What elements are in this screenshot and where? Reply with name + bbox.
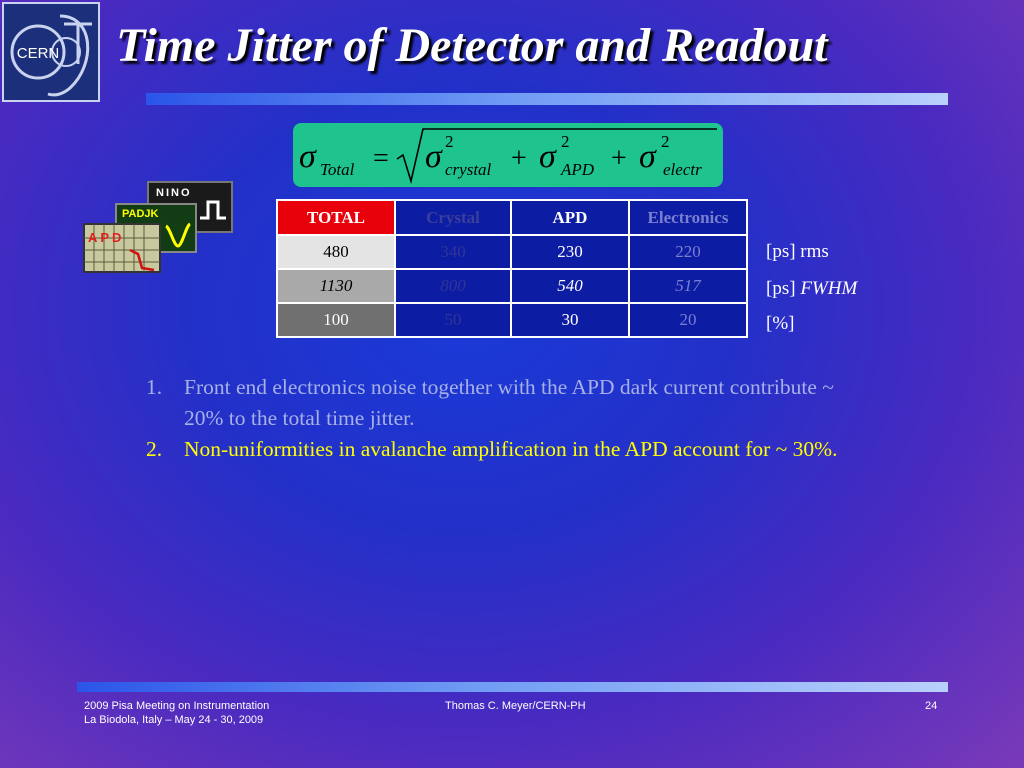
header-apd: APD bbox=[511, 200, 629, 235]
list-item-number: 1. bbox=[146, 375, 163, 399]
formula-sub-total: Total bbox=[320, 160, 355, 179]
formula-plus-1: + bbox=[511, 143, 527, 174]
formula-sigma-total: σ bbox=[299, 138, 316, 175]
list-item-number: 2. bbox=[146, 437, 163, 461]
footer-author: Thomas C. Meyer/CERN-PH bbox=[445, 700, 586, 712]
table-row bbox=[277, 269, 747, 303]
table-row bbox=[277, 235, 747, 269]
nino-label: NINO bbox=[156, 187, 192, 199]
jitter-formula bbox=[293, 123, 723, 187]
title-underline-bar bbox=[146, 93, 948, 105]
cell-apd: 30 bbox=[511, 303, 629, 337]
chip-illustration bbox=[82, 178, 242, 278]
page-number: 24 bbox=[925, 700, 938, 712]
table-header-row bbox=[277, 200, 747, 235]
cell-total: 100 bbox=[277, 303, 395, 337]
cell-crystal: 340 bbox=[395, 235, 511, 269]
cell-electronics: 220 bbox=[629, 235, 747, 269]
list-item-text: Non-uniformities in avalanche amplification in the APD account for ~ 30%. bbox=[184, 437, 838, 461]
footer-left-line1: 2009 Pisa Meeting on Instrumentation bbox=[84, 700, 270, 712]
apd-label: APD bbox=[88, 230, 125, 245]
formula-sub-crystal: crystal bbox=[445, 160, 492, 179]
bullet-list bbox=[146, 372, 866, 465]
footer-bar bbox=[77, 682, 948, 692]
header-total: TOTAL bbox=[277, 200, 395, 235]
unit-fwhm bbox=[766, 278, 857, 300]
table-row bbox=[277, 303, 747, 337]
list-item bbox=[146, 372, 866, 434]
footer-left-line2: La Biodola, Italy – May 24 - 30, 2009 bbox=[84, 714, 264, 726]
cell-apd: 230 bbox=[511, 235, 629, 269]
cern-logo bbox=[2, 2, 100, 102]
page-title: Time Jitter of Detector and Readout bbox=[116, 19, 828, 72]
logo-text: CERN bbox=[16, 45, 60, 62]
header-electronics: Electronics bbox=[629, 200, 747, 235]
cell-total: 1130 bbox=[277, 269, 395, 303]
cell-electronics: 20 bbox=[629, 303, 747, 337]
unit-fwhm-label: FWHM bbox=[800, 278, 858, 299]
formula-sup-3: 2 bbox=[661, 132, 670, 151]
list-item-text: Front end electronics noise together with the APD dark current contribute ~ 20% to the total time jitter. bbox=[184, 375, 834, 430]
formula-sup-2: 2 bbox=[561, 132, 570, 151]
formula-sigma-crystal: σ bbox=[425, 138, 442, 175]
unit-rms: [ps] rms bbox=[766, 241, 829, 262]
header-crystal: Crystal bbox=[395, 200, 511, 235]
cell-apd: 540 bbox=[511, 269, 629, 303]
cell-crystal: 50 bbox=[395, 303, 511, 337]
formula-equals: = bbox=[373, 143, 389, 174]
formula-sigma-electr: σ bbox=[639, 138, 656, 175]
list-item bbox=[146, 434, 866, 465]
formula-plus-2: + bbox=[611, 143, 627, 174]
formula-sup-1: 2 bbox=[445, 132, 454, 151]
padjk-label: PADJK bbox=[122, 208, 159, 220]
unit-fwhm-prefix: [ps] bbox=[766, 278, 801, 299]
formula-sigma-apd: σ bbox=[539, 138, 556, 175]
cell-total: 480 bbox=[277, 235, 395, 269]
formula-sub-electr: electr bbox=[663, 160, 702, 179]
jitter-table bbox=[276, 199, 748, 338]
cell-electronics: 517 bbox=[629, 269, 747, 303]
formula-sub-apd: APD bbox=[561, 160, 595, 179]
unit-percent: [%] bbox=[766, 313, 795, 334]
cell-crystal: 800 bbox=[395, 269, 511, 303]
